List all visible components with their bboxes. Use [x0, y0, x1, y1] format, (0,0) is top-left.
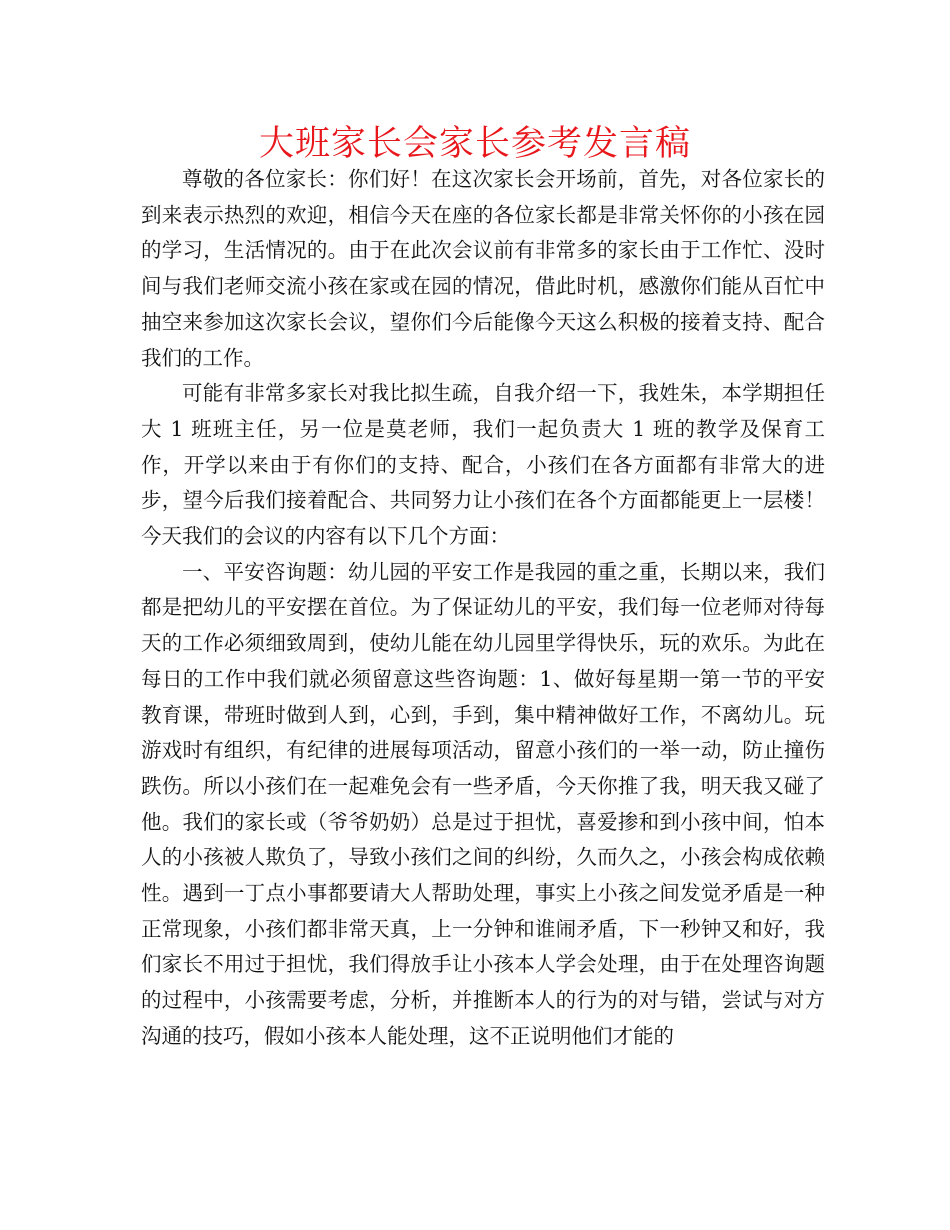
paragraph-introduction: 可能有非常多家长对我比拟生疏，自我介绍一下，我姓朱，本学期担任大 1 班班主任，另一位是莫老师，我们一起负责大 1 班的教学及保育工作，开学以来由于有你们的支持、配合，小孩们在各方面都有非常大的进步，望今后我们接着配合、共同努力让小孩们在各个方面都能更上一层楼！今天我们的会议的内容有以下几个方面：: [141, 381, 825, 549]
document-title: 大班家长会家长参考发言稿: [258, 124, 691, 164]
paragraph-greeting: 尊敬的各位家长：你们好！在这次家长会开场前，首先，对各位家长的到来表示热烈的欢迎，相信今天在座的各位家长都是非常关怀你的小孩在园的学习，生活情况的。由于在此次会议前有非常多的家长由于工作忙、没时间与我们老师交流小孩在家或在园的情况，借此时机，感激你们能从百忙中抽空来参加这次家长会议，望你们今后能像今天这么积极的接着支持、配合我们的工作。: [141, 167, 825, 370]
document-body: [141, 162, 825, 1055]
paragraph-safety: 一、平安咨询题：幼儿园的平安工作是我园的重之重，长期以来，我们都是把幼儿的平安摆在首位。为了保证幼儿的平安，我们每一位老师对待每天的工作必须细致周到，使幼儿能在幼儿园里学得快乐，玩的欢乐。为此在每日的工作中我们就必须留意这些咨询题：1、做好每星期一第一节的平安教育课，带班时做到人到，心到，手到，集中精神做好工作，不离幼儿。玩游戏时有组织，有纪律的进展每项活动，留意小孩们的一举一动，防止撞伤跌伤。所以小孩们在一起难免会有一些矛盾，今天你推了我，明天我又碰了他。我们的家长或（爷爷奶奶）总是过于担忧，喜爱掺和到小孩中间，怕本人的小孩被人欺负了，导致小孩们之间的纠纷，久而久之，小孩会构成依赖性。遇到一丁点小事都要请大人帮助处理，事实上小孩之间发觉矛盾是一种正常现象，小孩们都非常天真，上一分钟和谁闹矛盾，下一秒钟又和好，我们家长不用过于担忧，我们得放手让小孩本人学会处理，由于在处理咨询题的过程中，小孩需要考虑，分析，并推断本人的行为的对与错，尝试与对方沟通的技巧，假如小孩本人能处理，这不正说明他们才能的: [141, 559, 825, 1048]
